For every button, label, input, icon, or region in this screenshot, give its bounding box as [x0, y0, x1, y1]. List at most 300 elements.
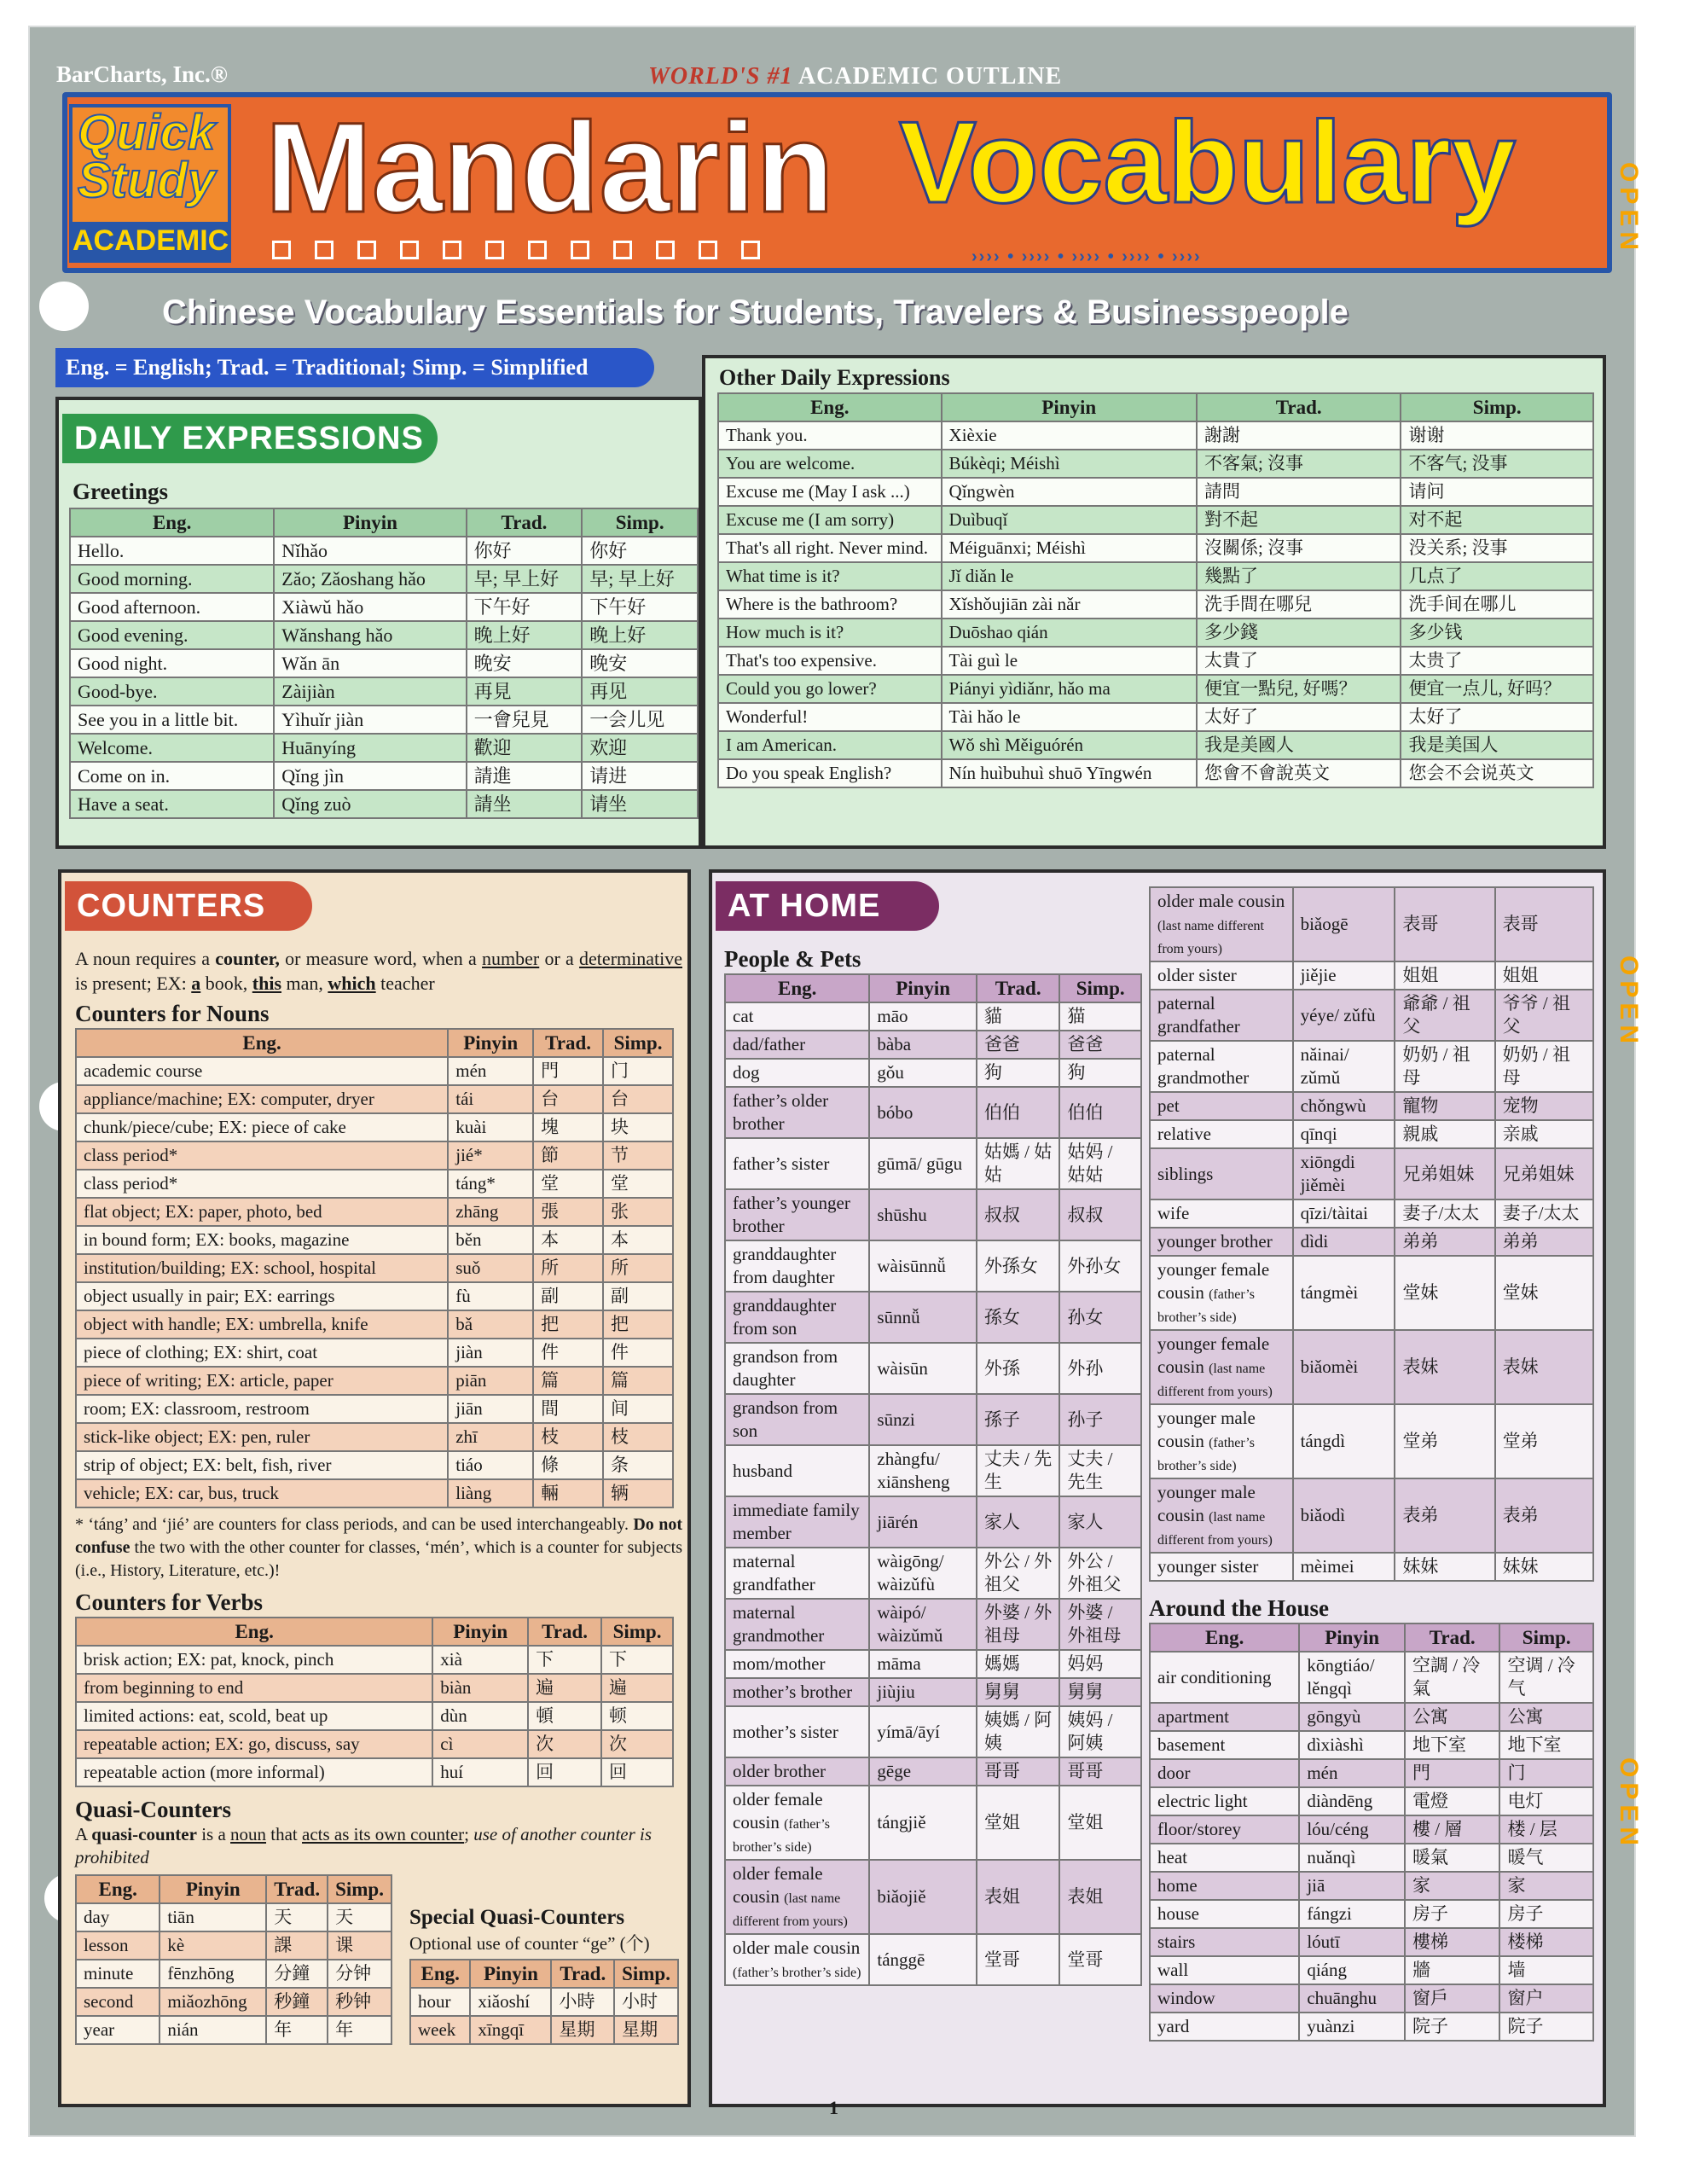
daily-expressions-panel [55, 397, 702, 849]
english-cell: basement [1150, 1731, 1299, 1759]
pinyin-cell: diàndēng [1299, 1787, 1405, 1815]
pinyin-cell: lóutī [1299, 1928, 1405, 1956]
table-row [1150, 1148, 1593, 1199]
english-cell: father’s sister [725, 1138, 869, 1189]
english-cell: older brother [725, 1757, 869, 1786]
table-row [76, 1113, 673, 1141]
open-tab-label: OPEN [1615, 162, 1643, 256]
pinyin-cell: fángzi [1299, 1900, 1405, 1928]
traditional-cell: 副 [533, 1282, 603, 1310]
column-header: Eng. [725, 974, 869, 1002]
english-cell: Good afternoon. [70, 593, 274, 621]
column-header: Simp. [1499, 1623, 1593, 1652]
pinyin-cell: miǎozhōng [160, 1988, 266, 2016]
column-header: Trad. [1405, 1623, 1499, 1652]
traditional-cell: 課 [266, 1931, 328, 1960]
simplified-cell: 伯伯 [1059, 1087, 1141, 1138]
table-row [1150, 1120, 1593, 1148]
traditional-cell: 晚上好 [467, 621, 583, 649]
section-title: AT HOME [716, 881, 939, 931]
table-header-row [725, 974, 1141, 1002]
table-row [70, 537, 698, 565]
table-row [1150, 1228, 1593, 1256]
english-text: younger female cousin [1157, 1259, 1270, 1303]
simplified-cell: 对不起 [1401, 506, 1593, 534]
traditional-cell: 表姐 [977, 1860, 1059, 1934]
simplified-cell: 节 [603, 1141, 673, 1170]
table-row [70, 649, 698, 677]
special-quasi-wrap [409, 1904, 681, 2045]
traditional-cell: 太好了 [1197, 703, 1401, 731]
simplified-cell: 课 [328, 1931, 392, 1960]
table-row [76, 2016, 392, 2044]
simplified-cell: 张 [603, 1198, 673, 1226]
simplified-cell: 晚安 [582, 649, 698, 677]
traditional-cell: 把 [533, 1310, 603, 1339]
english-cell: strip of object; EX: belt, fish, river [76, 1451, 448, 1479]
table-row [1150, 1928, 1593, 1956]
pinyin-cell: jié* [448, 1141, 533, 1170]
english-cell: Come on in. [70, 762, 274, 790]
tagline-rank: WORLD'S #1 [648, 63, 793, 90]
english-cell: piece of writing; EX: article, paper [76, 1367, 448, 1395]
traditional-cell: 便宜一點兒, 好嗎？ [1197, 675, 1401, 703]
quasi-counters-table [75, 1874, 392, 2045]
table-row [76, 1451, 673, 1479]
pinyin-cell: biǎomèi [1293, 1330, 1395, 1404]
column-header: Pinyin [274, 508, 466, 537]
quasi-counter-description: A quasi-counter is a noun that acts as its own counter; use of another counter is prohibited [75, 1824, 652, 1867]
table-row [1150, 1872, 1593, 1900]
pinyin-cell: yéye/ zǔfù [1293, 990, 1395, 1041]
open-tab-label: OPEN [1615, 1757, 1643, 1851]
simplified-cell: 狗 [1059, 1059, 1141, 1087]
english-cell [725, 1860, 869, 1934]
quickstudy-logo [69, 104, 231, 263]
traditional-cell: 分鐘 [266, 1960, 328, 1988]
pinyin-cell: qiáng [1299, 1956, 1405, 1984]
special-quasi-description: Optional use of counter “ge” (个) [409, 1933, 650, 1954]
traditional-cell: 貓 [977, 1002, 1059, 1031]
english-cell: pet [1150, 1092, 1293, 1120]
simplified-cell: 哥哥 [1059, 1757, 1141, 1786]
title-vocabulary: Vocabulary [899, 97, 1517, 227]
english-cell: stairs [1150, 1928, 1299, 1956]
traditional-cell: 遍 [528, 1674, 601, 1702]
english-cell: Hello. [70, 537, 274, 565]
english-cell: yard [1150, 2013, 1299, 2041]
counters-footnote: * ‘táng’ and ‘jié’ are counters for class periods, and can be used interchangeably. Do not confuse the two with the other counter for classes, ‘mén’, which is a counter for subjects (i.e., History, Literature, etc.)! [75, 1515, 682, 1580]
pinyin-cell: jiàn [448, 1339, 533, 1367]
column-header: Eng. [70, 508, 274, 537]
english-cell: paternal grandmother [1150, 1041, 1293, 1092]
pinyin-cell: sūnzi [869, 1394, 977, 1445]
traditional-cell: 外公 / 外祖父 [977, 1548, 1059, 1599]
table-row [718, 506, 1593, 534]
pinyin-cell: Duìbuqǐ [942, 506, 1197, 534]
pinyin-cell: xīngqī [470, 2016, 551, 2044]
table-row [76, 1198, 673, 1226]
column-header: Eng. [718, 393, 942, 421]
traditional-cell: 爸爸 [977, 1031, 1059, 1059]
simplified-cell: 谢谢 [1401, 421, 1593, 450]
english-note: (last name different from yours) [1157, 1510, 1273, 1548]
english-cell: air conditioning [1150, 1652, 1299, 1703]
pinyin-cell: Xièxie [942, 421, 1197, 450]
english-cell [1150, 887, 1293, 961]
simplified-cell: 爸爸 [1059, 1031, 1141, 1059]
table-row [718, 675, 1593, 703]
english-cell: apartment [1150, 1703, 1299, 1731]
table-row [725, 1496, 1141, 1548]
simplified-cell: 墙 [1499, 1956, 1593, 1984]
pinyin-cell: bàba [869, 1031, 977, 1059]
traditional-cell: 空調 / 冷氣 [1405, 1652, 1499, 1703]
english-cell: second [76, 1988, 160, 2016]
table-row [1150, 1844, 1593, 1872]
simplified-cell: 丈夫 / 先生 [1059, 1445, 1141, 1496]
table-row [725, 1757, 1141, 1786]
english-cell: older sister [1150, 961, 1293, 990]
english-cell: room; EX: classroom, restroom [76, 1395, 448, 1423]
english-cell: Excuse me (May I ask ...) [718, 478, 942, 506]
english-cell: mother’s brother [725, 1678, 869, 1706]
english-note: (last name different from yours) [1157, 1362, 1273, 1399]
traditional-cell: 我是美國人 [1197, 731, 1401, 759]
traditional-cell: 對不起 [1197, 506, 1401, 534]
table-row [76, 1339, 673, 1367]
table-row [718, 421, 1593, 450]
pinyin-cell: Méiguānxi; Méishì [942, 534, 1197, 562]
english-cell: Have a seat. [70, 790, 274, 818]
table-row [725, 1059, 1141, 1087]
traditional-cell: 公寓 [1405, 1703, 1499, 1731]
table-row [76, 1423, 673, 1451]
pinyin-cell: Xiàwǔ hǎo [274, 593, 466, 621]
table-row [1150, 961, 1593, 990]
column-header: Simp. [582, 508, 698, 537]
table-row [1150, 1199, 1593, 1228]
traditional-cell: 請問 [1197, 478, 1401, 506]
english-text: younger male cousin [1157, 1482, 1256, 1525]
english-cell: maternal grandfather [725, 1548, 869, 1599]
english-cell: relative [1150, 1120, 1293, 1148]
simplified-cell: 太贵了 [1401, 647, 1593, 675]
table-row [70, 790, 698, 818]
simplified-cell: 猫 [1059, 1002, 1141, 1031]
title-banner [62, 92, 1612, 273]
english-cell: granddaughter from daughter [725, 1240, 869, 1292]
english-cell: door [1150, 1759, 1299, 1787]
english-cell: object with handle; EX: umbrella, knife [76, 1310, 448, 1339]
table-row [76, 1085, 673, 1113]
simplified-cell: 副 [603, 1282, 673, 1310]
english-text: older male cousin [1157, 891, 1285, 911]
english-cell: from beginning to end [76, 1674, 432, 1702]
english-cell: week [410, 2016, 470, 2044]
english-cell [1150, 1478, 1293, 1553]
table-row [70, 762, 698, 790]
table-row [718, 478, 1593, 506]
counters-content [75, 946, 682, 2045]
english-cell: repeatable action; EX: go, discuss, say [76, 1730, 432, 1758]
traditional-cell: 枝 [533, 1423, 603, 1451]
pinyin-cell: Tài hǎo le [942, 703, 1197, 731]
traditional-cell: 堂姐 [977, 1786, 1059, 1860]
simplified-cell: 亲戚 [1495, 1120, 1593, 1148]
table-row [70, 593, 698, 621]
traditional-cell: 姑媽 / 姑姑 [977, 1138, 1059, 1189]
english-cell: in bound form; EX: books, magazine [76, 1226, 448, 1254]
column-header: Simp. [1401, 393, 1593, 421]
column-header: Simp. [614, 1960, 678, 1988]
table-row [718, 647, 1593, 675]
traditional-cell: 天 [266, 1903, 328, 1931]
section-title: COUNTERS [65, 881, 312, 931]
english-cell: home [1150, 1872, 1299, 1900]
english-note: (last name different from yours) [1157, 919, 1264, 956]
pinyin-cell: biàn [432, 1674, 528, 1702]
traditional-cell: 堂弟 [1395, 1404, 1494, 1478]
pinyin-cell: biǎodì [1293, 1478, 1395, 1553]
simplified-cell: 下午好 [582, 593, 698, 621]
traditional-cell: 請坐 [467, 790, 583, 818]
traditional-cell: 弟弟 [1395, 1228, 1494, 1256]
pinyin-cell: wàisūnnǚ [869, 1240, 977, 1292]
column-header: Simp. [1059, 974, 1141, 1002]
table-row [76, 1646, 673, 1674]
table-row [70, 734, 698, 762]
simplified-cell: 天 [328, 1903, 392, 1931]
traditional-cell: 所 [533, 1254, 603, 1282]
simplified-cell: 孙子 [1059, 1394, 1141, 1445]
english-cell: stick-like object; EX: pen, ruler [76, 1423, 448, 1451]
logo-academic: ACADEMIC [72, 222, 228, 259]
table-row [725, 1031, 1141, 1059]
table-row [76, 1254, 673, 1282]
subsection-title: Quasi-Counters [75, 1797, 232, 1822]
table-row [76, 1395, 673, 1423]
table-row [1150, 887, 1593, 961]
pinyin-cell: qīzi/tàitai [1293, 1199, 1395, 1228]
simplified-cell: 篇 [603, 1367, 673, 1395]
pinyin-cell: Wǎn ān [274, 649, 466, 677]
english-cell: mother’s sister [725, 1706, 869, 1757]
column-header: Eng. [410, 1960, 470, 1988]
table-header-row [76, 1618, 673, 1646]
greetings-table [69, 508, 699, 819]
traditional-cell: 窗戶 [1405, 1984, 1499, 2013]
english-cell: institution/building; EX: school, hospital [76, 1254, 448, 1282]
at-home-panel [709, 869, 1606, 2107]
table-row [76, 1960, 392, 1988]
english-cell: wife [1150, 1199, 1293, 1228]
table-row [725, 1599, 1141, 1650]
simplified-cell: 你好 [582, 537, 698, 565]
simplified-cell: 台 [603, 1085, 673, 1113]
traditional-cell: 晚安 [467, 649, 583, 677]
simplified-cell: 秒钟 [328, 1988, 392, 2016]
table-row [1150, 1731, 1593, 1759]
english-cell: heat [1150, 1844, 1299, 1872]
pinyin-cell: tiáo [448, 1451, 533, 1479]
table-row [1150, 2013, 1593, 2041]
english-cell: I am American. [718, 731, 942, 759]
simplified-cell: 姐姐 [1495, 961, 1593, 990]
traditional-cell: 伯伯 [977, 1087, 1059, 1138]
traditional-cell: 次 [528, 1730, 601, 1758]
simplified-cell: 太好了 [1401, 703, 1593, 731]
traditional-cell: 件 [533, 1339, 603, 1367]
english-cell: piece of clothing; EX: shirt, coat [76, 1339, 448, 1367]
simplified-cell: 门 [1499, 1759, 1593, 1787]
traditional-cell: 樓 / 層 [1405, 1815, 1499, 1844]
table-row [1150, 1041, 1593, 1092]
english-cell: granddaughter from son [725, 1292, 869, 1343]
traditional-cell: 張 [533, 1198, 603, 1226]
table-row [725, 1189, 1141, 1240]
simplified-cell: 房子 [1499, 1900, 1593, 1928]
traditional-cell: 家 [1405, 1872, 1499, 1900]
table-row [70, 677, 698, 706]
simplified-cell: 堂妹 [1495, 1256, 1593, 1330]
english-note: (father’s brother’s side) [733, 1817, 830, 1855]
traditional-cell: 輛 [533, 1479, 603, 1507]
english-cell: immediate family member [725, 1496, 869, 1548]
english-cell: younger brother [1150, 1228, 1293, 1256]
subtitle: Chinese Vocabulary Essentials for Students, Travelers & Businesspeople [162, 293, 1348, 331]
table-row [718, 619, 1593, 647]
english-cell: You are welcome. [718, 450, 942, 478]
table-row [76, 1282, 673, 1310]
pinyin-cell: cì [432, 1730, 528, 1758]
traditional-cell: 台 [533, 1085, 603, 1113]
column-header: Pinyin [432, 1618, 528, 1646]
simplified-cell: 年 [328, 2016, 392, 2044]
simplified-cell: 外孙 [1059, 1343, 1141, 1394]
table-row [1150, 1984, 1593, 2013]
simplified-cell: 条 [603, 1451, 673, 1479]
table-row [76, 1310, 673, 1339]
english-cell: limited actions: eat, scold, beat up [76, 1702, 432, 1730]
traditional-cell: 不客氣; 沒事 [1197, 450, 1401, 478]
table-row [1150, 990, 1593, 1041]
subsection-title: People & Pets [724, 946, 861, 972]
pinyin-cell: jiùjiu [869, 1678, 977, 1706]
english-cell: academic course [76, 1057, 448, 1085]
table-row [725, 1786, 1141, 1860]
table-row [718, 562, 1593, 590]
simplified-cell: 多少钱 [1401, 619, 1593, 647]
traditional-cell: 堂 [533, 1170, 603, 1198]
pinyin-cell: Zàijiàn [274, 677, 466, 706]
pinyin-cell: mén [448, 1057, 533, 1085]
traditional-cell: 年 [266, 2016, 328, 2044]
simplified-cell: 洗手间在哪儿 [1401, 590, 1593, 619]
table-row [725, 1706, 1141, 1757]
simplified-cell: 次 [601, 1730, 673, 1758]
english-cell: How much is it? [718, 619, 942, 647]
table-header-row [718, 393, 1593, 421]
english-cell: Thank you. [718, 421, 942, 450]
pinyin-cell: māo [869, 1002, 977, 1031]
traditional-cell: 叔叔 [977, 1189, 1059, 1240]
simplified-cell: 枝 [603, 1423, 673, 1451]
pinyin-cell: bóbo [869, 1087, 977, 1138]
table-row [76, 1170, 673, 1198]
pinyin-cell: zhāng [448, 1198, 533, 1226]
traditional-cell: 樓梯 [1405, 1928, 1499, 1956]
pinyin-cell: Jǐ diǎn le [942, 562, 1197, 590]
column-header: Trad. [1197, 393, 1401, 421]
pinyin-cell: mén [1299, 1759, 1405, 1787]
simplified-cell: 顿 [601, 1702, 673, 1730]
decorative-squares [272, 241, 760, 259]
english-cell: See you in a little bit. [70, 706, 274, 734]
traditional-cell: 孫女 [977, 1292, 1059, 1343]
people-pets-table [724, 973, 1142, 1986]
english-cell: Good morning. [70, 565, 274, 593]
traditional-cell: 下午好 [467, 593, 583, 621]
pinyin-cell: tángdì [1293, 1404, 1395, 1478]
table-row [1150, 1404, 1593, 1478]
english-cell: lesson [76, 1931, 160, 1960]
table-row [725, 1343, 1141, 1394]
english-cell: mom/mother [725, 1650, 869, 1678]
table-row [1150, 1256, 1593, 1330]
english-cell: maternal grandmother [725, 1599, 869, 1650]
table-row [1150, 1900, 1593, 1928]
traditional-cell: 本 [533, 1226, 603, 1254]
traditional-cell: 表弟 [1395, 1478, 1494, 1553]
simplified-cell: 兄弟姐妹 [1495, 1148, 1593, 1199]
column-header: Simp. [328, 1875, 392, 1903]
quasi-table-wrap [75, 1874, 392, 2045]
traditional-cell: 塊 [533, 1113, 603, 1141]
subsection-title: Around the House [1149, 1595, 1330, 1621]
simplified-cell: 所 [603, 1254, 673, 1282]
traditional-cell: 堂哥 [977, 1934, 1059, 1985]
traditional-cell: 舅舅 [977, 1678, 1059, 1706]
column-header: Pinyin [470, 1960, 551, 1988]
abbreviation-legend: Eng. = English; Trad. = Traditional; Simp. = Simplified [55, 348, 654, 387]
simplified-cell: 请问 [1401, 478, 1593, 506]
table-row [1150, 1092, 1593, 1120]
column-header: Pinyin [869, 974, 977, 1002]
simplified-cell: 妈妈 [1059, 1650, 1141, 1678]
pinyin-cell: dùn [432, 1702, 528, 1730]
table-row [76, 1730, 673, 1758]
pinyin-cell: jiān [448, 1395, 533, 1423]
english-cell: Where is the bathroom? [718, 590, 942, 619]
column-header: Eng. [76, 1618, 432, 1646]
simplified-cell: 回 [601, 1758, 673, 1786]
traditional-cell: 下 [528, 1646, 601, 1674]
table-row [725, 1292, 1141, 1343]
english-cell: appliance/machine; EX: computer, dryer [76, 1085, 448, 1113]
logo-quick: Quick [78, 105, 216, 160]
pinyin-cell: shūshu [869, 1189, 977, 1240]
table-row [718, 590, 1593, 619]
pinyin-cell: gēge [869, 1757, 977, 1786]
subsection-title: Special Quasi-Counters [409, 1906, 625, 1929]
traditional-cell: 回 [528, 1758, 601, 1786]
traditional-cell: 外婆 / 外祖母 [977, 1599, 1059, 1650]
english-cell: object usually in pair; EX: earrings [76, 1282, 448, 1310]
simplified-cell: 地下室 [1499, 1731, 1593, 1759]
traditional-cell: 奶奶 / 祖母 [1395, 1041, 1494, 1092]
english-cell: day [76, 1903, 160, 1931]
